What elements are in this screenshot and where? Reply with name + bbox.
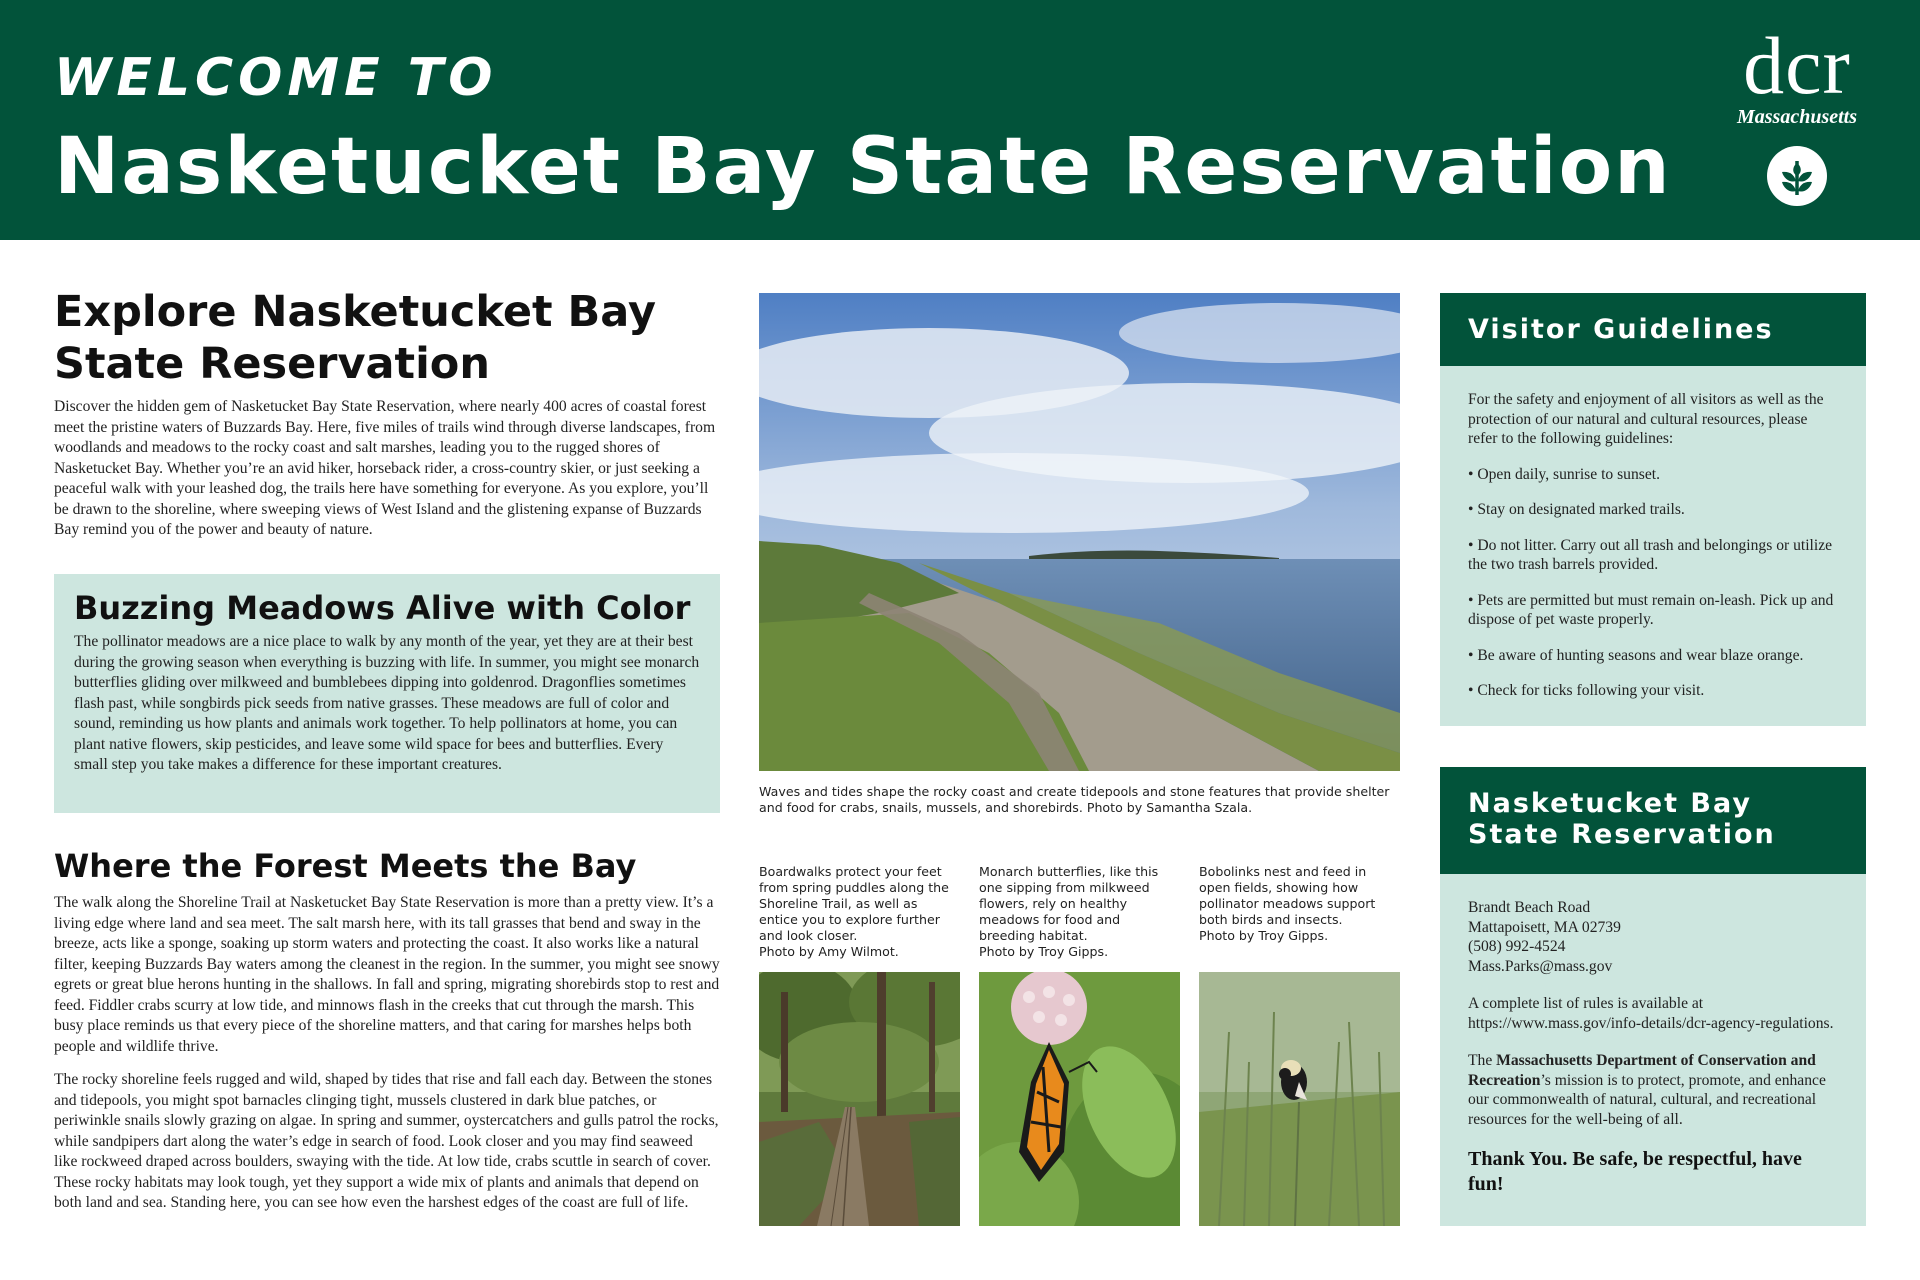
rules-link-text: A complete list of rules is available at https://www.mass.gov/info-details/dcr-agency-regulations.: [1468, 995, 1834, 1032]
guideline-item: • Pets are permitted but must remain on-leash. Pick up and dispose of pet waste properly.: [1468, 591, 1834, 628]
monarch-credit: Photo by Troy Gipps.: [979, 944, 1109, 959]
shoreline-photo: [759, 293, 1400, 771]
explore-paragraph: Discover the hidden gem of Nasketucket Bay State Reservation, where nearly 400 acres of coastal forest meet the pristine waters of Buzzards Bay. Here, five miles of trails wind through diverse landscapes, from woodlands and meadows to the rocky coast and salt marshes, leading you to the rugged shores of Nasketucket Bay. Whether you’re an avid hiker, horseback rider, a cross-country skier, or just seeking a peaceful walk with your leashed dog, the trails here have something for everyone. As you explore, you’ll be drawn to the shoreline, where sweeping views of West Island and the glistening expanse of Buzzards Bay remind you of the power and beauty of nature.: [54, 398, 716, 538]
mission-lead: The: [1468, 1052, 1497, 1069]
guideline-item: • Be aware of hunting seasons and wear blaze orange.: [1468, 646, 1804, 664]
mission-rest: ’s mission is to protect, promote, and enhance our commonwealth of natural, cultural, and recreational resources for the well-being of all.: [1468, 1071, 1826, 1128]
explore-heading: [54, 286, 714, 390]
bobolink-photo: [1199, 972, 1400, 1226]
monarch-caption: [979, 864, 1179, 960]
welcome-text: WELCOME TO: [54, 48, 498, 108]
bobolink-caption-text: Bobolinks nest and feed in open fields, showing how pollinator meadows support both birds and insects.: [1199, 864, 1376, 927]
monarch-caption-text: Monarch butterflies, like this one sipping from milkweed flowers, rely on healthy meadows for food and breeding habitat.: [979, 864, 1159, 943]
guideline-item: • Stay on designated marked trails.: [1468, 501, 1685, 518]
bobolink-credit: Photo by Troy Gipps.: [1199, 928, 1329, 943]
email-address: Mass.Parks@mass.gov: [1468, 957, 1613, 975]
contact-panel: [1440, 874, 1866, 1226]
explore-heading-line2: State Reservation: [54, 339, 490, 389]
meadows-callout: [54, 574, 720, 813]
bobolink-caption: [1199, 864, 1399, 944]
boardwalk-caption: [759, 864, 959, 960]
shoreline-caption: Waves and tides shape the rocky coast and create tidepools and stone features that provide shelter and food for crabs, snails, mussels, and shorebirds. Photo by Samantha Szala.: [759, 784, 1390, 815]
page-title: Nasketucket Bay State Reservation: [54, 122, 1672, 212]
address-city: Mattapoisett, MA 02739: [1468, 918, 1621, 936]
meadows-paragraph: The pollinator meadows are a nice place to walk by any month of the year, yet they are at their best during the growing season when everything is buzzing with life. In summer, you might see monarch butterflies gliding over milkweed and bumblebees dipping into goldenrod. Dragonflies sometimes flash past, while songbirds pick seeds from native grasses. These meadows are full of color and sound, reminding us how plants and animals work together. To help pollinators at home, you can plant native flowers, skip pesticides, and leave some wild space for bees and butterflies. Every small step you take makes a difference for these important creatures.: [74, 633, 700, 773]
guideline-item: • Check for ticks following your visit.: [1468, 682, 1705, 699]
contact-heading-line1: Nasketucket Bay: [1468, 788, 1752, 819]
guideline-item: • Do not litter. Carry out all trash and belongings or utilize the two trash barrels provided.: [1468, 536, 1833, 573]
monarch-photo: [979, 972, 1180, 1226]
header-banner: [0, 0, 1920, 240]
explore-heading-line1: Explore Nasketucket Bay: [54, 287, 656, 337]
forest-heading: Where the Forest Meets the Bay: [54, 847, 637, 885]
mission-org: Massachusetts Department of Conservation and Recreation: [1468, 1052, 1816, 1089]
address-block: [1468, 898, 1838, 976]
phone-number: (508) 992-4524: [1468, 938, 1566, 955]
guidelines-intro: For the safety and enjoyment of all visitors as well as the protection of our natural and cultural resources, please refer to the following guidelines:: [1468, 391, 1824, 447]
forest-paragraph-1: The walk along the Shoreline Trail at Nasketucket Bay State Reservation is more than a pretty view. It’s a living edge where land and sea meet. The salt marsh here, with its tall grasses that bend and sway in the breeze, acts like a sponge, soaking up storm waters and protecting the coast. It also works like a natural filter, keeping Buzzards Bay waters among the cleanest in the region. In the summer, you might see snowy egrets or great blue herons hunting in the shallows. In fall and spring, migrating shorebirds stop to rest and feed. Fiddler crabs scurry at low tide, and minnows flash in the creeks that cut through the marsh. This busy place reminds us that every piece of the shoreline matters, and that caring for marshes helps both people and wildlife thrive.: [54, 894, 720, 1055]
mission-statement: [1468, 1051, 1838, 1129]
meadows-heading: Buzzing Meadows Alive with Color: [74, 589, 691, 627]
guidelines-panel: [1440, 366, 1866, 726]
contact-heading: [1440, 767, 1866, 874]
thank-you-message: Thank You. Be safe, be respectful, have fun!: [1468, 1148, 1802, 1195]
dcr-logo: [1722, 20, 1872, 207]
logo-state-name: Massachusetts: [1736, 106, 1858, 128]
boardwalk-photo: [759, 972, 960, 1226]
leaf-icon: [1766, 145, 1828, 207]
guideline-item: • Open daily, sunrise to sunset.: [1468, 465, 1660, 483]
boardwalk-credit: Photo by Amy Wilmot.: [759, 944, 899, 959]
address-street: Brandt Beach Road: [1468, 899, 1591, 916]
contact-heading-line2: State Reservation: [1468, 819, 1776, 850]
forest-paragraph-2: The rocky shoreline feels rugged and wild, shaped by tides that rise and fall each day. Between the stones and tidepools, you might spot barnacles clinging tight, mussels clustered in dark blue patches, or periwinkle snails slowly grazing on algae. In spring and summer, oystercatchers and gulls patrol the rocks, while sandpipers dart along the water’s edge in search of food. Look closer and you may find seaweed like rockweed draped across boulders, swaying with the tide. At low tide, crabs scuttle in search of cover. These rocky habitats may look tough, yet they support a wide mix of plants and animals that depend on both land and sea. Standing here, you can see how even the harshest edges of the coast are full of life.: [54, 1071, 719, 1211]
boardwalk-caption-text: Boardwalks protect your feet from spring puddles along the Shoreline Trail, as well as entice you to explore further and look closer.: [759, 864, 949, 943]
logo-wordmark: dcr: [1743, 20, 1851, 111]
guidelines-heading: Visitor Guidelines: [1440, 293, 1866, 366]
